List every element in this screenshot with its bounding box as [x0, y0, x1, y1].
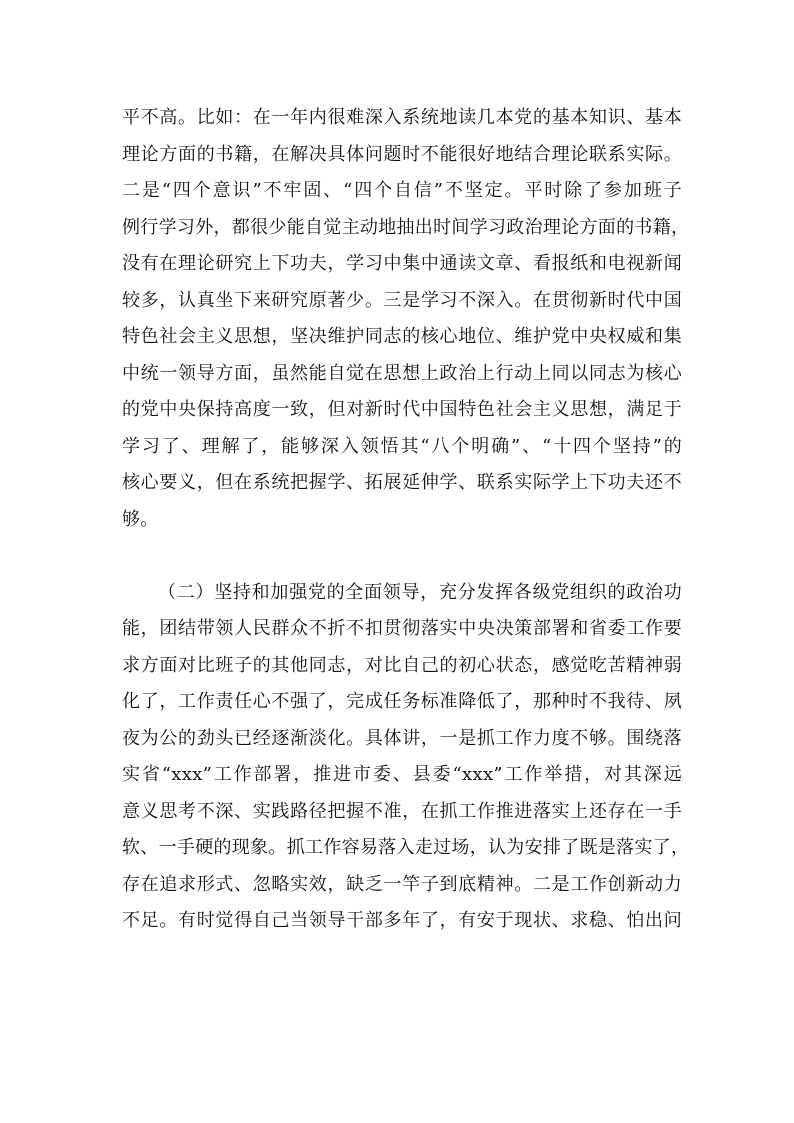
text-line: 求方面对比班子的其他同志，对比自己的初心状态，感觉吃苦精神弱: [122, 654, 682, 676]
text-line: 例行学习外，都很少能自觉主动地抽出时间学习政治理论方面的书籍，: [122, 216, 690, 238]
text-line: 存在追求形式、忽略实效，缺乏一竿子到底精神。二是工作创新动力: [122, 873, 682, 895]
text-line: 实省“xxx”工作部署，推进市委、县委“xxx”工作举措，对其深远: [122, 764, 682, 785]
text-line: 学习了、理解了，能够深入领悟其“八个明确”、“十四个坚持”的: [122, 435, 682, 457]
text-line: 特色社会主义思想，坚决维护同志的核心地位、维护党中央权威和集: [122, 326, 682, 347]
text-line: 二是“四个意识”不牢固、“四个自信”不坚定。平时除了参加班子: [122, 180, 682, 201]
document-body: [122, 100, 690, 940]
text-line: 意义思考不深、实践路径把握不准，在抓工作推进落实上还存在一手: [122, 800, 682, 822]
text-line: 能，团结带领人民群众不折不扣贯彻落实中央决策部署和省委工作要: [122, 618, 682, 639]
text-line: 够。: [122, 508, 159, 530]
text-line: （二）坚持和加强党的全面领导，充分发挥各级党组织的政治功: [158, 581, 682, 603]
text-line: 夜为公的劲头已经逐渐淡化。具体讲，一是抓工作力度不够。围绕落: [122, 727, 682, 749]
text-line: 中统一领导方面，虽然能自觉在思想上政治上行动上同以同志为核心: [122, 362, 682, 384]
text-line: 平不高。比如：在一年内很难深入系统地读几本党的基本知识、基本: [122, 107, 682, 128]
paragraph-1: [122, 100, 690, 538]
text-line: 的党中央保持高度一致，但对新时代中国特色社会主义思想，满足于: [122, 399, 682, 420]
paragraph-2: [122, 575, 690, 940]
text-line: 核心要义，但在系统把握学、拓展延伸学、联系实际学上下功夫还不: [122, 472, 682, 493]
text-line: 化了，工作责任心不强了，完成任务标准降低了，那种时不我待、夙: [122, 691, 682, 712]
text-line: 没有在理论研究上下功夫，学习中集中通读文章、看报纸和电视新闻: [122, 253, 682, 274]
text-line: 不足。有时觉得自己当领导干部多年了，有安于现状、求稳、怕出问: [122, 910, 682, 931]
text-line: 较多，认真坐下来研究原著少。三是学习不深入。在贯彻新时代中国: [122, 289, 682, 311]
paragraph-spacer: [122, 538, 682, 575]
text-line: 理论方面的书籍，在解决具体问题时不能很好地结合理论联系实际。: [122, 143, 682, 165]
text-line: 软、一手硬的现象。抓工作容易落入走过场，认为安排了既是落实了，: [122, 837, 690, 858]
